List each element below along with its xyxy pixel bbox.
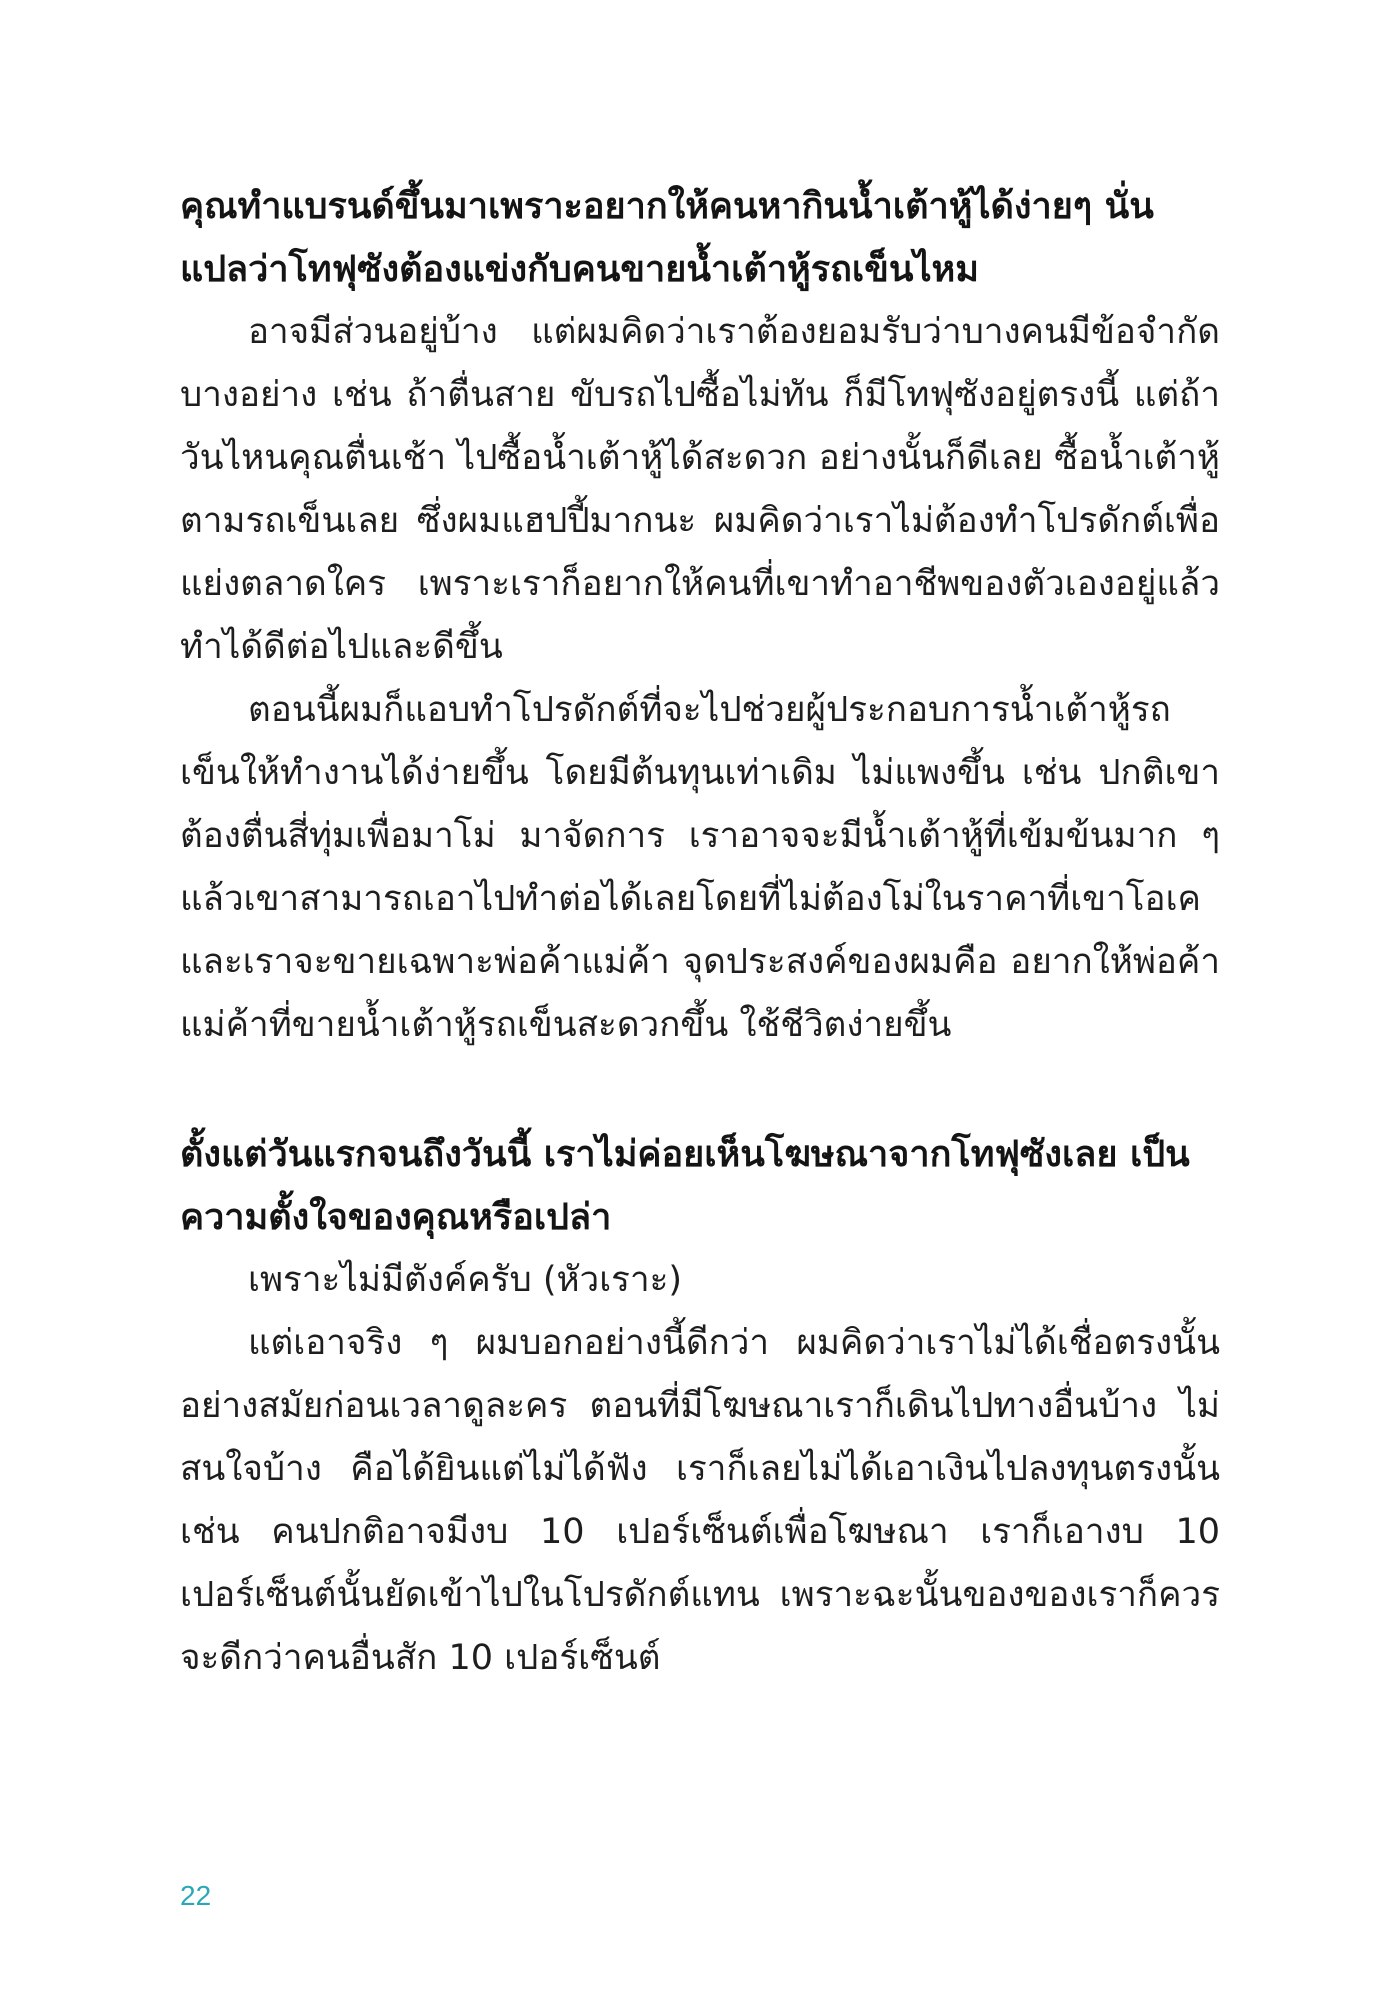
interview-section-1 <box>180 175 1220 1057</box>
section-spacer <box>180 1057 1220 1123</box>
page-number: 22 <box>180 1880 212 1911</box>
interview-section-2 <box>180 1123 1220 1690</box>
answer-paragraph: ตอนนี้ผมก็แอบทำโปรดักต์ที่จะไปช่วยผู้ประกอบการน้ำเต้าหู้รถเข็นให้ทำงานได้ง่ายขึ้น โดยมีต้นทุนเท่าเดิม ไม่แพงขึ้น เช่น ปกติเขาต้องตื่นสี่ทุ่มเพื่อมาโม่ มาจัดการ เราอาจจะมีน้ำเต้าหู้ที่เข้มข้นมาก ๆ แล้วเขาสามารถเอาไปทำต่อได้เลยโดยที่ไม่ต้องโม่ในราคาที่เขาโอเค และเราจะขายเฉพาะพ่อค้าแม่ค้า จุดประสงค์ของผมคือ อยากให้พ่อค้าแม่ค้าที่ขายน้ำเต้าหู้รถเข็นสะดวกขึ้น ใช้ชีวิตง่ายขึ้น <box>180 690 1220 1045</box>
interview-question: คุณทำแบรนด์ขึ้นมาเพราะอยากให้คนหากินน้ำเต้าหู้ได้ง่ายๆ นั่นแปลว่าโทฟุซังต้องแข่งกับคนขายน้ำเต้าหู้รถเข็นไหม <box>180 186 1154 290</box>
book-page <box>180 175 1220 1690</box>
answer-paragraph: อาจมีส่วนอยู่บ้าง แต่ผมคิดว่าเราต้องยอมรับว่าบางคนมีข้อจำกัดบางอย่าง เช่น ถ้าตื่นสาย ขับรถไปซื้อไม่ทัน ก็มีโทฟุซังอยู่ตรงนี้ แต่ถ้าวันไหนคุณตื่นเช้า ไปซื้อน้ำเต้าหู้ได้สะดวก อย่างนั้นก็ดีเลย ซื้อน้ำเต้าหู้ตามรถเข็นเลย ซึ่งผมแฮปปี้มากนะ ผมคิดว่าเราไม่ต้องทำโปรดักต์เพื่อแย่งตลาดใคร เพราะเราก็อยากให้คนที่เขาทำอาชีพของตัวเองอยู่แล้วทำได้ดีต่อไปและดีขึ้น <box>180 312 1220 667</box>
answer-paragraph: แต่เอาจริง ๆ ผมบอกอย่างนี้ดีกว่า ผมคิดว่าเราไม่ได้เชื่อตรงนั้น อย่างสมัยก่อนเวลาดูละคร ตอนที่มีโฆษณาเราก็เดินไปทางอื่นบ้าง ไม่สนใจบ้าง คือได้ยินแต่ไม่ได้ฟัง เราก็เลยไม่ได้เอาเงินไปลงทุนตรงนั้น เช่น คนปกติอาจมีงบ 10 เปอร์เซ็นต์เพื่อโฆษณา เราก็เอางบ 10 เปอร์เซ็นต์นั้นยัดเข้าไปในโปรดักต์แทน เพราะฉะนั้นของของเราก็ควรจะดีกว่าคนอื่นสัก 10 เปอร์เซ็นต์ <box>180 1323 1220 1678</box>
interview-question: ตั้งแต่วันแรกจนถึงวันนี้ เราไม่ค่อยเห็นโฆษณาจากโทฟุซังเลย เป็นความตั้งใจของคุณหรือเปล่า <box>180 1134 1190 1238</box>
answer-paragraph: เพราะไม่มีตังค์ครับ (หัวเราะ) <box>248 1260 683 1300</box>
